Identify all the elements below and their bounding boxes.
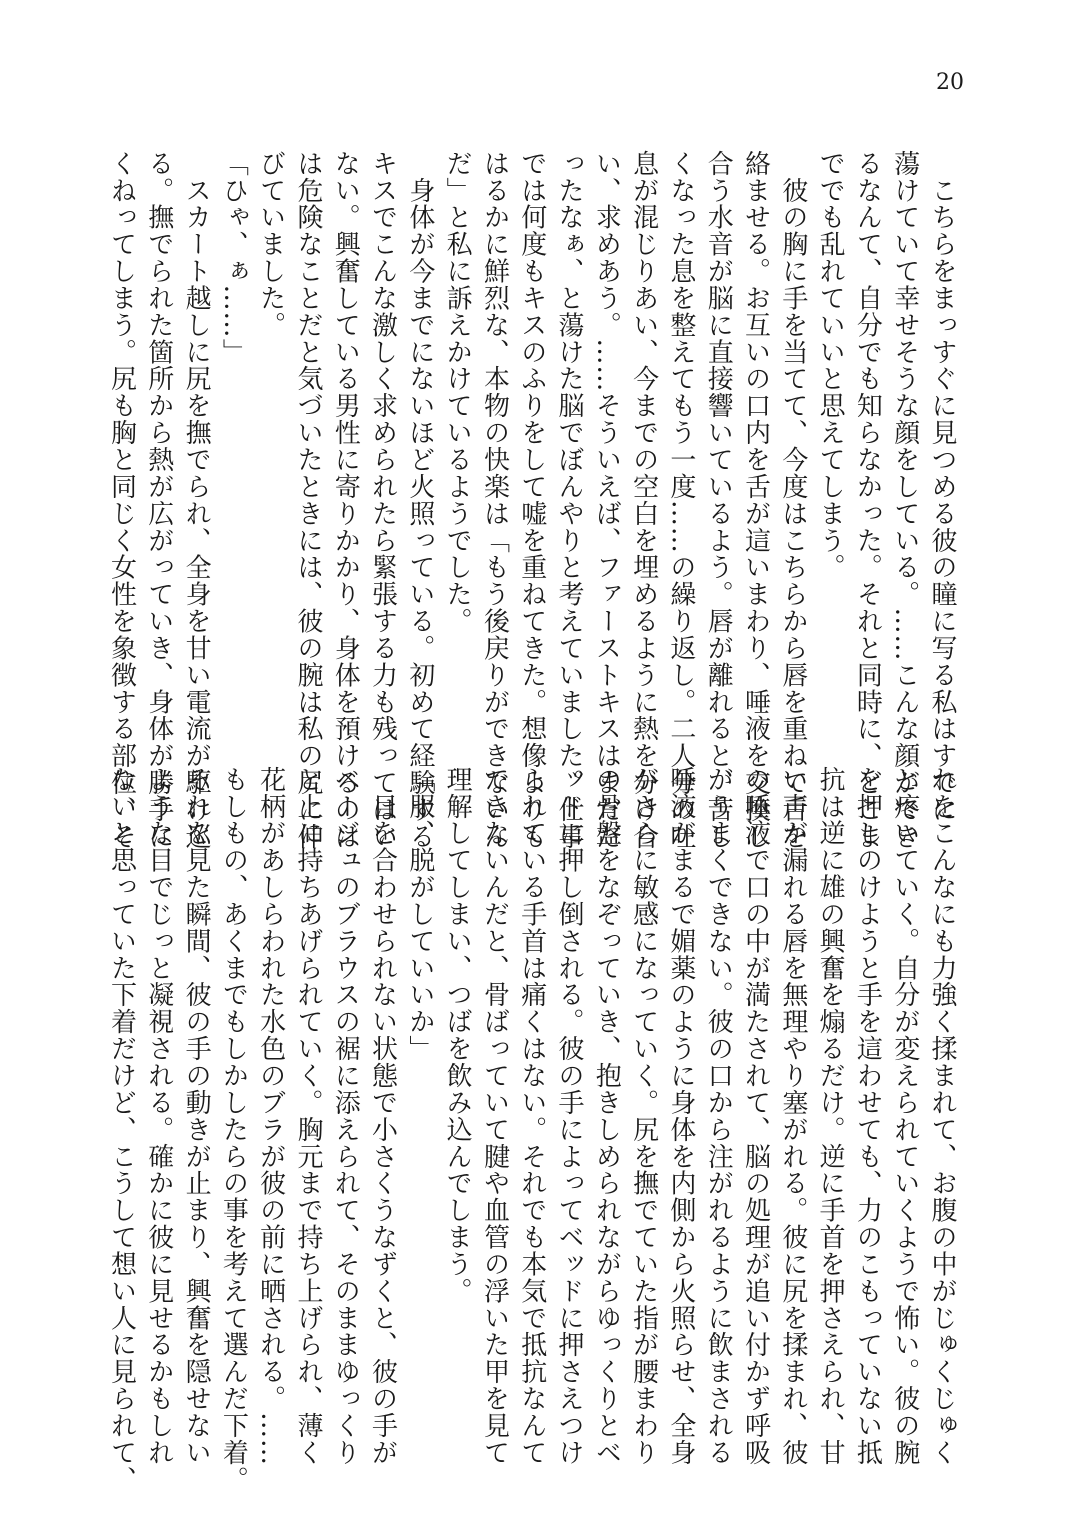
text-line: くなった息を整えてもう一度……の繰り返し。二人分の吐 — [665, 150, 696, 850]
text-line: は危険なことだと気づいたときには、彼の腕は私の尻に伸 — [292, 150, 323, 850]
text-line: ない。興奮している男性に寄りかかり、身体を預けるのは — [330, 150, 361, 850]
text-line: い、求めあう。……そういえば、ファーストキスはまだだ — [591, 150, 622, 850]
text-line: もしもの、あくまでもしかしたらの事を考えて選んだ下着。 — [218, 766, 249, 1493]
text-line: がさらに敏感になっていく。尻を撫でていた指が腰まわり — [628, 766, 659, 1466]
text-line: い声が漏れる唇を無理やり塞がれる。彼に尻を揉まれ、彼 — [777, 766, 808, 1466]
page-number: 20 — [936, 70, 964, 95]
text-line: 身体が今までにないほど火照っている。初めて経験する — [404, 150, 435, 850]
text-line: びていました。 — [255, 150, 286, 339]
text-line: 理解してしまい、つばを飲み込んでしまう。 — [442, 766, 473, 1305]
text-line: を押しのけようと手を這わせても、力のこもっていない抵 — [852, 766, 883, 1466]
text-line: られている手首は痛くはない。それでも本気で抵抗なんて — [516, 766, 547, 1466]
text-line: ないと思っていた下着だけど、こうして想い人に見られて、 — [106, 766, 137, 1493]
text-line: はるかに鮮烈な、本物の快楽は「もう後戻りができないん — [479, 150, 510, 850]
text-line: 息が混じりあい、今までの空白を埋めるように熱を分け合 — [628, 150, 659, 850]
text-line: 花柄があしらわれた水色のブラが彼の前に晒される。…… — [255, 766, 286, 1466]
text-line: 蕩けていて幸せそうな顔をしている。……こんな顔ができ — [889, 150, 920, 850]
text-line: 合う水音が脳に直接響いているよう。唇が離れると、苦し — [703, 150, 734, 850]
text-line: 彼の胸に手を当てて、今度はこちらから唇を重ねて舌を — [777, 150, 808, 850]
text-line: では何度もキスのふりをして嘘を重ねてきた。想像よりも — [516, 150, 547, 850]
text-line: ででも乱れていいと思えてしまう。 — [815, 150, 846, 581]
text-line: の骨盤をなぞっていき、抱きしめられながらゆっくりとベ — [591, 766, 622, 1466]
text-line: がうまくできない。彼の口から注がれるように飲まされる — [703, 766, 734, 1466]
text-line: ったなぁ、と蕩けた脳でぼんやりと考えていました。仕事 — [554, 150, 585, 850]
text-line: それを見た瞬間、彼の手の動きが止まり、興奮を隠せない — [181, 766, 212, 1466]
text-block-top — [106, 150, 960, 850]
text-line: れをこんなにも力強く揉まれて、お腹の中がじゅくじゅく — [927, 766, 957, 1466]
text-line: 「ひゃ、ぁ……」 — [218, 150, 249, 366]
text-line: くねってしまう。尻も胸と同じく女性を象徴する部位、そ — [106, 150, 137, 850]
text-line: できないんだと、骨ばっていて腱や血管の浮いた甲を見て — [479, 766, 510, 1466]
text-line: の唾液で口の中が満たされて、脳の処理が追い付かず呼吸 — [740, 766, 771, 1466]
text-line: と疼いていく。自分が変えられていくようで怖い。彼の腕 — [889, 766, 920, 1466]
text-line: 目を合わせられない状態で小さくうなずくと、彼の手が — [367, 766, 398, 1466]
text-line: る。撫でられた箇所から熱が広がっていき、身体が勝手に — [143, 150, 174, 850]
text-line: 唾液がまるで媚薬のように身体を内側から火照らせ、全身 — [665, 766, 696, 1466]
text-line: だ」と私に訴えかけているようでした。 — [442, 150, 473, 635]
text-line: と上に持ちあげられていく。胸元まで持ち上げられ、薄く — [292, 766, 323, 1466]
text-line: ような目でじっと凝視される。確かに彼に見せるかもしれ — [143, 766, 174, 1466]
text-line: キスでこんな激しく求められたら緊張する力も残ってはい — [367, 150, 398, 850]
text-line: 絡ませる。お互いの口内を舌が這いまわり、唾液を交換し — [740, 150, 771, 850]
text-line: こちらをまっすぐに見つめる彼の瞳に写る私はすでに — [927, 150, 957, 823]
text-line: るなんて、自分でも知らなかった。それと同時に、どこま — [852, 150, 883, 850]
text-block-bottom — [106, 766, 960, 1493]
text-line: ッドに押し倒される。彼の手によってベッドに押さえつけ — [554, 766, 585, 1466]
text-line: ベージュのブラウスの裾に添えられて、そのままゆっくり — [330, 766, 361, 1466]
text-line: 抗は逆に雄の興奮を煽るだけ。逆に手首を押さえられ、甘 — [815, 766, 846, 1466]
text-line: スカート越しに尻を撫でられ、全身を甘い電流が駆け巡 — [181, 150, 212, 850]
text-line: 「服、脱がしていいか」 — [404, 766, 435, 1063]
